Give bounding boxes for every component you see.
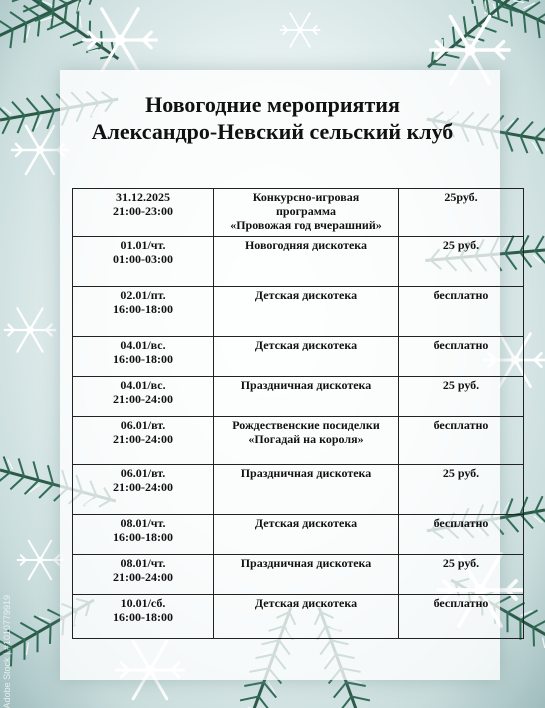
- event-time: 01:00-03:00: [113, 252, 173, 266]
- event-time: 16:00-18:00: [113, 352, 173, 366]
- event-datetime-cell: [73, 595, 214, 639]
- event-name-line: «Погадай на короля»: [248, 432, 364, 446]
- event-name-line: Новогодняя дискотека: [244, 238, 368, 252]
- event-name-line: Рождественские посиделки: [232, 418, 380, 432]
- event-price: бесплатно: [399, 595, 524, 639]
- event-row: [73, 555, 524, 595]
- event-row: [73, 465, 524, 515]
- event-name-cell: [214, 337, 399, 377]
- event-name-line: Детская дискотека: [254, 338, 358, 352]
- event-datetime-cell: [73, 189, 214, 237]
- event-name-cell: [214, 555, 399, 595]
- event-name-cell: [214, 465, 399, 515]
- event-row: [73, 189, 524, 237]
- page-title: Новогодние мероприятия: [145, 92, 400, 117]
- event-date: 01.01/чт.: [120, 238, 166, 252]
- event-price: бесплатно: [399, 337, 524, 377]
- event-date: 06.01/вт.: [120, 466, 166, 480]
- event-date: 08.01/чт.: [120, 516, 166, 530]
- event-time: 21:00-24:00: [113, 392, 173, 406]
- event-row: [73, 287, 524, 337]
- event-name-cell: [214, 377, 399, 417]
- event-price: 25 руб.: [399, 465, 524, 515]
- event-date: 02.01/пт.: [120, 288, 166, 302]
- event-name-cell: [214, 417, 399, 465]
- event-datetime-cell: [73, 377, 214, 417]
- event-row: [73, 237, 524, 287]
- event-date: 06.01/вт.: [120, 418, 166, 432]
- event-price: 25 руб.: [399, 555, 524, 595]
- event-date: 08.01/чт.: [120, 556, 166, 570]
- event-price: 25руб.: [399, 189, 524, 237]
- event-price: 25 руб.: [399, 377, 524, 417]
- event-price: бесплатно: [399, 417, 524, 465]
- event-name-cell: [214, 515, 399, 555]
- event-datetime-cell: [73, 555, 214, 595]
- watermark-text: Adobe Stock | #1010779919: [2, 594, 12, 708]
- event-name-line: Детская дискотека: [254, 596, 358, 610]
- event-name-line: Конкурсно-игровая: [252, 190, 360, 204]
- event-datetime-cell: [73, 465, 214, 515]
- event-name-cell: [214, 287, 399, 337]
- event-time: 16:00-18:00: [113, 302, 173, 316]
- event-datetime-cell: [73, 237, 214, 287]
- event-price: бесплатно: [399, 287, 524, 337]
- event-datetime-cell: [73, 337, 214, 377]
- event-name-line: Детская дискотека: [254, 516, 358, 530]
- event-price: бесплатно: [399, 515, 524, 555]
- event-time: 21:00-24:00: [113, 570, 173, 584]
- event-name-line: Праздничная дискотека: [240, 378, 372, 392]
- event-time: 21:00-24:00: [113, 480, 173, 494]
- event-date: 31.12.2025: [116, 190, 170, 204]
- event-row: [73, 595, 524, 639]
- event-time: 21:00-24:00: [113, 432, 173, 446]
- event-name-line: программа: [276, 204, 336, 218]
- event-datetime-cell: [73, 417, 214, 465]
- event-price: 25 руб.: [399, 237, 524, 287]
- event-row: [73, 515, 524, 555]
- events-table: [72, 188, 524, 639]
- event-name-cell: [214, 595, 399, 639]
- event-name-line: «Провожая год вчерашний»: [230, 218, 382, 232]
- event-name-line: Детская дискотека: [254, 288, 358, 302]
- event-row: [73, 337, 524, 377]
- event-time: 16:00-18:00: [113, 530, 173, 544]
- event-date: 04.01/вс.: [120, 378, 166, 392]
- event-time: 21:00-23:00: [113, 204, 173, 218]
- event-name-line: Праздничная дискотека: [240, 556, 372, 570]
- event-datetime-cell: [73, 515, 214, 555]
- event-row: [73, 417, 524, 465]
- event-name-cell: [214, 237, 399, 287]
- event-name-line: Праздничная дискотека: [240, 466, 372, 480]
- event-name-cell: [214, 189, 399, 237]
- event-row: [73, 377, 524, 417]
- event-date: 04.01/вс.: [120, 338, 166, 352]
- event-date: 10.01/сб.: [120, 596, 166, 610]
- event-datetime-cell: [73, 287, 214, 337]
- page-subtitle: Александро-Невский сельский клуб: [91, 119, 454, 144]
- event-time: 16:00-18:00: [113, 610, 173, 624]
